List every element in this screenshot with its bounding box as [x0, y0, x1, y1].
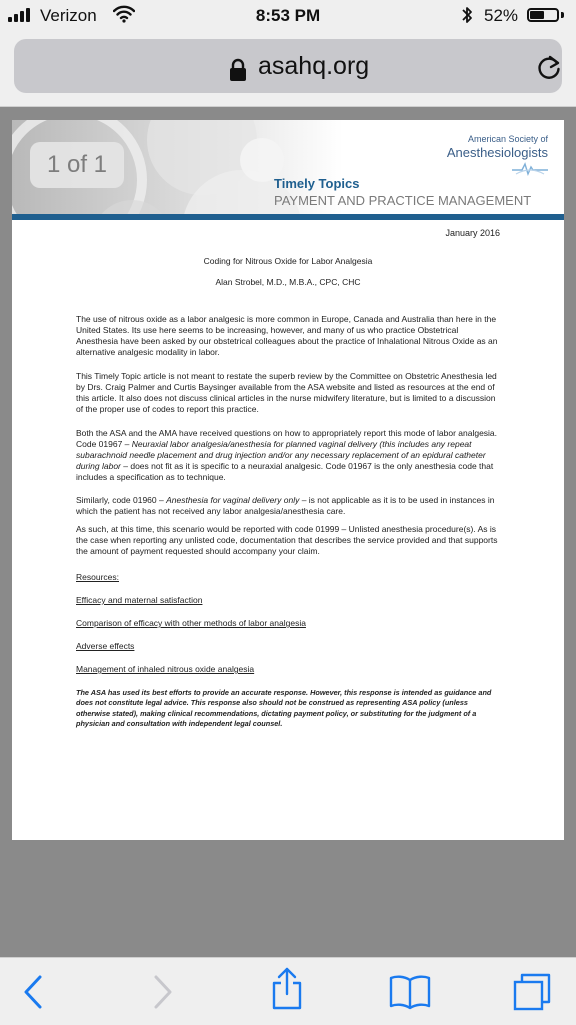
- chevron-left-icon[interactable]: [20, 972, 48, 1017]
- asa-logo: [408, 134, 548, 168]
- page-indicator: 1 of 1: [30, 142, 124, 188]
- series-title: Timely Topics: [274, 176, 360, 191]
- browser-toolbar: [0, 32, 576, 107]
- paragraph-code-01960: [76, 495, 500, 517]
- paragraph-code-01999: As such, at this time, this scenario would be reported with code 01999 – Unlisted anesthesia procedure(s). As is the case when reporting any unlisted code, documentation that describes the service provided and that supports the amount of payment requested should accompany your claim.: [76, 524, 498, 557]
- org-name: Anesthesiologists: [446, 145, 548, 160]
- paragraph-intro: The use of nitrous oxide as a labor analgesic is more common in Europe, Canada and Australia than here in the United States. Its use here seems to be increasing, however, and many of us who practice Obstetrical Anesthesia have been asked by our obstetrical colleagues about the practice of Inhalational Nitrous Oxide as an alternative analgesic modality in labor.: [76, 314, 498, 358]
- book-icon[interactable]: [388, 972, 432, 1017]
- para4-text-a: Similarly, code 01960 –: [76, 495, 167, 505]
- para3-text-a: Both the ASA and the AMA have received questions on how to appropriately report this mode of labor analgesia. Code 01967 –: [76, 428, 498, 450]
- para4-text-c: – is not applicable as it is to be used in instances in which the patient has not received any labor analgesia/anesthesia care.: [76, 495, 495, 517]
- resource-link[interactable]: Adverse effects: [76, 641, 135, 651]
- header-rule: [12, 214, 564, 220]
- carrier-label: Verizon: [40, 6, 97, 25]
- status-bar: [0, 0, 576, 32]
- chevron-right-icon[interactable]: [148, 972, 176, 1017]
- document-date: January 2016: [445, 228, 500, 238]
- section-title: PAYMENT AND PRACTICE MANAGEMENT: [274, 193, 532, 208]
- clock: 8:53 PM: [255, 6, 321, 25]
- paragraph-code-01967: [76, 428, 500, 483]
- resource-link[interactable]: Comparison of efficacy with other methods of labor analgesia: [76, 618, 306, 628]
- pulse-logo-icon: [512, 161, 548, 177]
- para3-code-description: Neuraxial labor analgesia/anesthesia for planned vaginal delivery (this includes any repeat subarachnoid needle placement and drug injection and/or any necessary replacement of an epidural catheter during labor: [76, 439, 486, 472]
- org-line-2: [408, 145, 548, 177]
- battery-percent: 52%: [484, 6, 519, 25]
- battery-icon: [527, 8, 559, 22]
- address-bar[interactable]: [14, 39, 562, 93]
- pdf-viewer[interactable]: [0, 107, 576, 957]
- document-title: Coding for Nitrous Oxide for Labor Analgesia: [203, 256, 373, 266]
- pdf-page: [12, 120, 564, 840]
- url-text: asahq.org: [258, 52, 370, 80]
- paragraph-scope: This Timely Topic article is not meant to restate the superb review by the Committee on Obstetric Anesthesia led by Drs. Craig Palmer and Curtis Baysinger available from the ASA website and listed as resources at the end of this article. It also does not discuss clinical articles in the nurse midwifery literature, but is limited to a discussion of the proper use of codes to report this practice.: [76, 371, 497, 415]
- resource-link[interactable]: Management of inhaled nitrous oxide analgesia: [76, 664, 255, 674]
- battery-level: [530, 11, 544, 19]
- para3-text-c: – does not fit as it is specific to a neuraxial analgesic. Code 01967 is the only anesthesia code that includes a specification as to technique.: [76, 461, 494, 483]
- battery-nub: [561, 12, 564, 18]
- resource-link[interactable]: Efficacy and maternal satisfaction: [76, 595, 203, 605]
- para4-code-description: Anesthesia for vaginal delivery only: [166, 495, 300, 505]
- bottom-toolbar: [0, 957, 576, 1025]
- resources-heading: Resources:: [76, 572, 119, 582]
- bluetooth-icon: [460, 5, 474, 30]
- reload-icon[interactable]: [536, 54, 562, 87]
- disclaimer: The ASA has used its best efforts to provide an accurate response. However, this response is intended as guidance and does not constitute legal advice. This response also should not be construed as representing ASA policy (unless otherwise stated), making clinical recommendations, dictating payment policy, or substituting for the judgment of a physician and consultation with independent legal counsel.: [76, 688, 492, 729]
- tabs-icon[interactable]: [512, 972, 552, 1017]
- share-icon[interactable]: [270, 966, 304, 1015]
- lock-icon: [228, 58, 248, 87]
- document-author: Alan Strobel, M.D., M.B.A., CPC, CHC: [215, 277, 361, 287]
- org-line-1: American Society of: [467, 134, 548, 144]
